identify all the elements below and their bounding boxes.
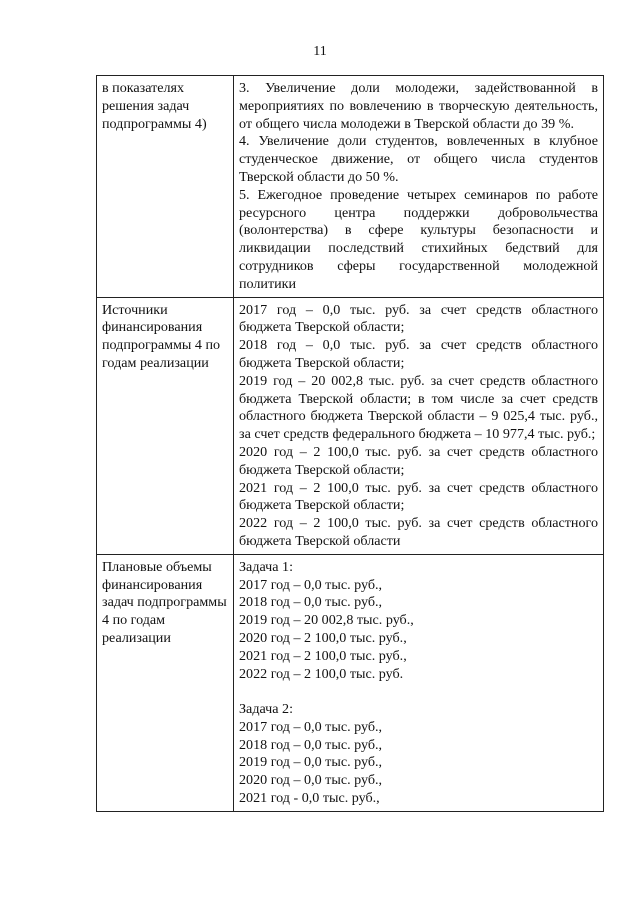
- funding-year-item: 2020 год – 2 100,0 тыс. руб. за счет средств областного бюджета Тверской области;: [239, 443, 598, 478]
- task-year-item: 2020 год – 0,0 тыс. руб.,: [239, 772, 383, 789]
- task-year-item: 2017 год – 0,0 тыс. руб.,: [239, 576, 383, 593]
- task-title: Задача 2:: [239, 701, 294, 718]
- table-row: [97, 297, 604, 554]
- subprogram-passport-table: [96, 75, 604, 812]
- table-row: [97, 76, 604, 298]
- row-content: [234, 297, 604, 554]
- task-title: Задача 1:: [239, 558, 294, 575]
- funding-year-item: 2018 год – 0,0 тыс. руб. за счет средств областного бюджета Тверской области;: [239, 337, 598, 371]
- task-year-item: 2018 год – 0,0 тыс. руб.,: [239, 594, 383, 611]
- row-label: в показателях решения задач подпрограммы 4): [97, 76, 234, 298]
- blank-line: [239, 683, 598, 701]
- funding-year-item: 2022 год – 2 100,0 тыс. руб. за счет средств областного бюджета Тверской области: [239, 515, 598, 549]
- task-year-item: 2021 год - 0,0 тыс. руб.,: [239, 790, 380, 807]
- indicator-item: 3. Увеличение доли молодежи, задействованной в мероприятиях по вовлечению в творческую деятельность, от общего числа молодежи в Тверской области до 39 %.: [239, 80, 598, 132]
- funding-year-item: 2021 год – 2 100,0 тыс. руб. за счет средств областного бюджета Тверской области;: [239, 479, 598, 514]
- task-year-item: 2018 год – 0,0 тыс. руб.,: [239, 736, 383, 753]
- page-number: 11: [313, 44, 327, 59]
- task-year-item: 2022 год – 2 100,0 тыс. руб.: [239, 665, 404, 682]
- funding-year-item: 2019 год – 20 002,8 тыс. руб. за счет средств областного бюджета Тверской области; в том числе за счет средств областного бюджета Тверской области – 9 025,4 тыс. руб., за счет средств федерального бюджета – 10 977,4 тыс. руб.;: [239, 372, 598, 443]
- task-year-item: 2017 год – 0,0 тыс. руб.,: [239, 718, 383, 735]
- table-row: [97, 554, 604, 811]
- indicator-item: 5. Ежегодное проведение четырех семинаров по работе ресурсного центра поддержки добровольчества (волонтерства) в сфере культуры безопасности и ликвидации последствий стихийных бедствий для сотрудников сферы государственной молодежной политики: [239, 186, 598, 292]
- task-year-item: 2021 год – 2 100,0 тыс. руб.,: [239, 647, 407, 664]
- row-content: [234, 554, 604, 811]
- row-label: Плановые объемы финансирования задач подпрограммы 4 по годам реализации: [97, 554, 234, 811]
- row-content: [234, 76, 604, 298]
- funding-year-item: 2017 год – 0,0 тыс. руб. за счет средств областного бюджета Тверской области;: [239, 301, 598, 336]
- indicator-item: 4. Увеличение доли студентов, вовлеченных в клубное студенческое движение, от общего числа студентов Тверской области до 50 %.: [239, 133, 598, 185]
- task-year-item: 2020 год – 2 100,0 тыс. руб.,: [239, 629, 407, 646]
- row-label: Источники финансирования подпрограммы 4 по годам реализации: [97, 297, 234, 554]
- task-year-item: 2019 год – 0,0 тыс. руб.,: [239, 754, 383, 771]
- task-year-item: 2019 год – 20 002,8 тыс. руб.,: [239, 612, 414, 629]
